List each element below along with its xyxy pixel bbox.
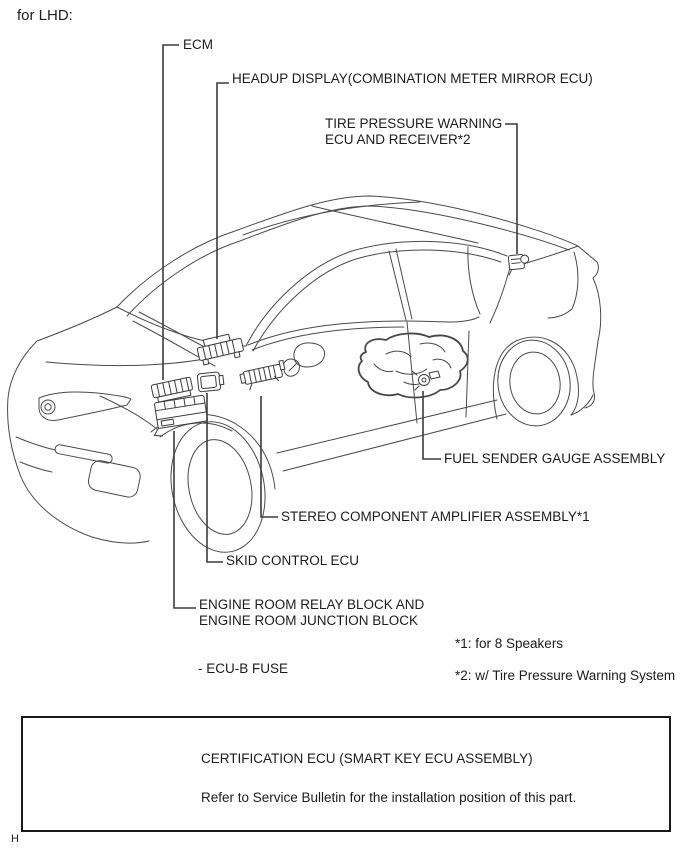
fuel-tank — [359, 333, 468, 397]
headup-leader-line — [217, 83, 229, 339]
certification-ecu-label: CERTIFICATION ECU (SMART KEY ECU ASSEMBLY) — [201, 751, 533, 766]
tire-pressure-ecu-component — [507, 254, 530, 275]
callout-engine-room-line1: ENGINE ROOM RELAY BLOCK AND — [199, 597, 425, 612]
footnote-speakers: *1: for 8 Speakers — [455, 636, 564, 651]
car-outline — [8, 196, 601, 561]
certification-ecu-info-box — [21, 716, 671, 832]
page-marker: H — [11, 833, 19, 845]
callout-tire-pressure-line2: ECU AND RECEIVER*2 — [325, 132, 471, 147]
leader-lines — [159, 45, 517, 760]
fuel-sender-gauge-component — [412, 371, 440, 390]
stereo-amplifier-component — [239, 360, 288, 391]
callout-ecu-b-fuse: - ECU-B FUSE — [198, 661, 289, 676]
service-bulletin-note: Refer to Service Bulletin for the installation position of this part. — [201, 790, 577, 805]
callout-ecm: ECM — [183, 37, 213, 52]
fuel-sender-leader-line — [423, 391, 441, 459]
callout-headup-display: HEADUP DISPLAY(COMBINATION METER MIRROR ECU) — [232, 71, 593, 86]
door-mirror — [283, 343, 324, 376]
skid-control-ecu-component — [197, 371, 224, 392]
engine-room-relay-block-component — [149, 395, 209, 437]
callout-skid-control: SKID CONTROL ECU — [226, 553, 360, 568]
engine-room-leader-line — [174, 431, 196, 608]
footnote-tire-pressure-system: *2: w/ Tire Pressure Warning System — [455, 668, 676, 683]
skid-leader-line — [207, 393, 223, 562]
callout-engine-room-line2: ENGINE ROOM JUNCTION BLOCK — [199, 613, 419, 628]
callout-fuel-sender: FUEL SENDER GAUGE ASSEMBLY — [444, 451, 666, 466]
variant-label: for LHD: — [17, 7, 73, 24]
tire-pressure-leader-line — [505, 124, 517, 254]
stereo-leader-line — [261, 396, 278, 517]
callout-tire-pressure-line1: TIRE PRESSURE WARNING — [325, 116, 503, 131]
ecm-component — [151, 377, 194, 403]
ecm-leader-line — [163, 45, 179, 380]
callout-stereo-amplifier: STEREO COMPONENT AMPLIFIER ASSEMBLY*1 — [281, 509, 590, 524]
headup-display-component — [196, 332, 245, 366]
